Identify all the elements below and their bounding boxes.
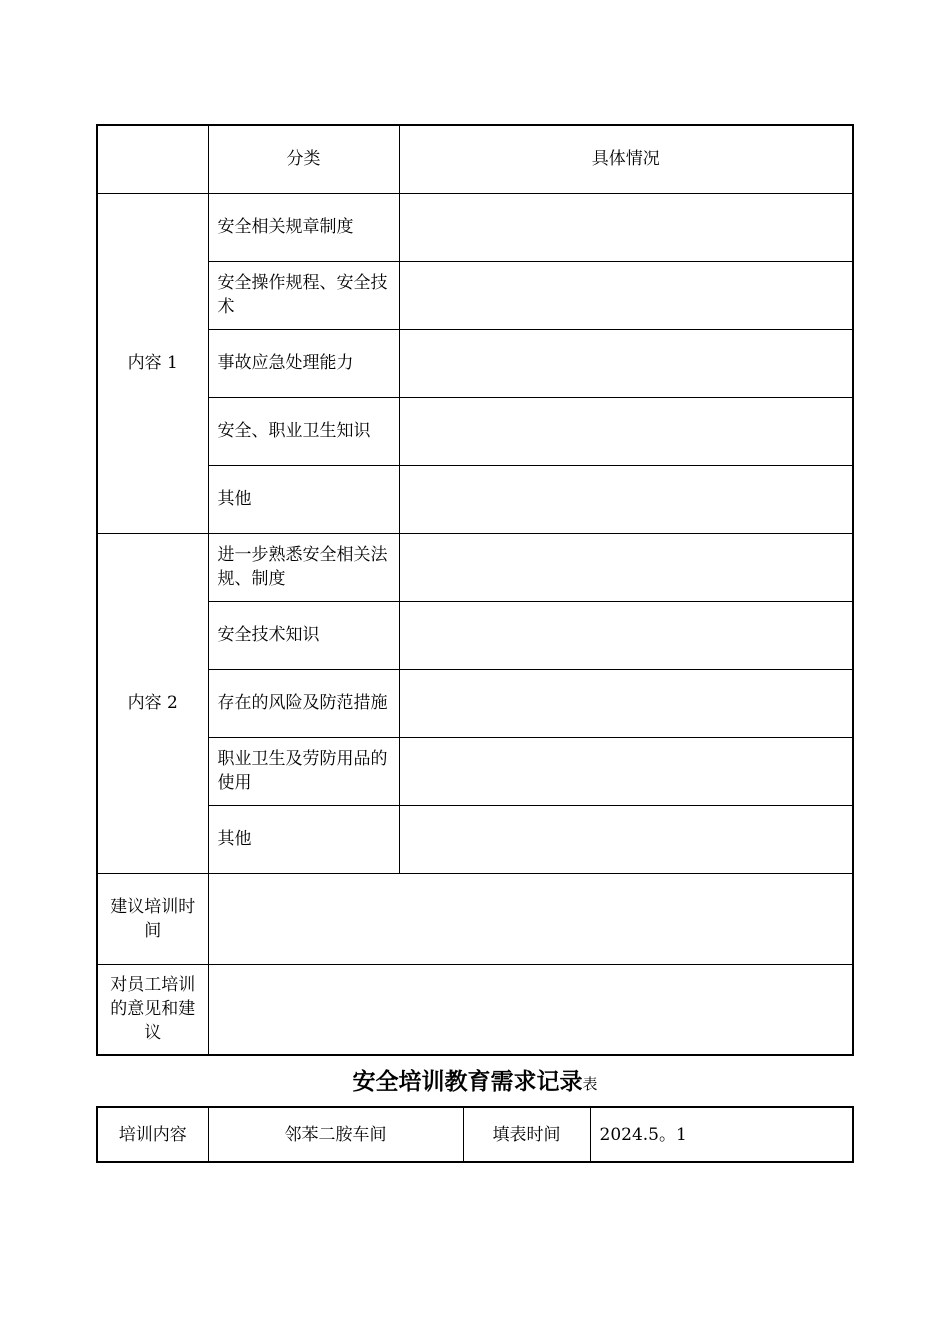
category-cell: 安全操作规程、安全技术 — [208, 261, 399, 329]
opinion-label: 对员工培训的意见和建议 — [97, 964, 208, 1055]
details-cell[interactable] — [399, 601, 853, 669]
fill-date-value[interactable]: 2024.5。1 — [590, 1107, 853, 1162]
details-cell[interactable] — [399, 805, 853, 873]
form-title-main: 安全培训教育需求记录 — [352, 1068, 583, 1095]
info-table — [96, 1106, 854, 1163]
details-cell[interactable] — [399, 533, 853, 601]
group1-label: 内容 1 — [97, 193, 208, 533]
details-cell[interactable] — [399, 193, 853, 261]
form-title — [96, 1066, 854, 1100]
suggested-time-row — [97, 873, 853, 964]
category-cell: 进一步熟悉安全相关法规、制度 — [208, 533, 399, 601]
details-cell[interactable] — [399, 397, 853, 465]
table-row — [97, 805, 853, 873]
group2-label: 内容 2 — [97, 533, 208, 873]
header-details: 具体情况 — [399, 125, 853, 193]
category-cell: 职业卫生及劳防用品的使用 — [208, 737, 399, 805]
table-header-row — [97, 125, 853, 193]
category-cell: 其他 — [208, 805, 399, 873]
table-row — [97, 669, 853, 737]
table-row — [97, 601, 853, 669]
details-cell[interactable] — [399, 329, 853, 397]
suggested-time-field[interactable] — [208, 873, 853, 964]
table-row — [97, 533, 853, 601]
opinion-row — [97, 964, 853, 1055]
suggested-time-label: 建议培训时间 — [97, 873, 208, 964]
training-needs-table — [96, 124, 854, 1056]
table-row — [97, 737, 853, 805]
training-content-value[interactable]: 邻苯二胺车间 — [208, 1107, 463, 1162]
corner-cell — [97, 125, 208, 193]
table-row — [97, 193, 853, 261]
fill-date-label: 填表时间 — [463, 1107, 590, 1162]
table-row — [97, 329, 853, 397]
table-row — [97, 397, 853, 465]
category-cell: 安全技术知识 — [208, 601, 399, 669]
form-title-suffix: 表 — [582, 1075, 598, 1093]
header-category: 分类 — [208, 125, 399, 193]
category-cell: 其他 — [208, 465, 399, 533]
details-cell[interactable] — [399, 737, 853, 805]
details-cell[interactable] — [399, 261, 853, 329]
category-cell: 安全相关规章制度 — [208, 193, 399, 261]
details-cell[interactable] — [399, 669, 853, 737]
opinion-field[interactable] — [208, 964, 853, 1055]
category-cell: 事故应急处理能力 — [208, 329, 399, 397]
category-cell: 存在的风险及防范措施 — [208, 669, 399, 737]
category-cell: 安全、职业卫生知识 — [208, 397, 399, 465]
details-cell[interactable] — [399, 465, 853, 533]
table-row — [97, 465, 853, 533]
info-row — [97, 1107, 853, 1162]
training-content-label: 培训内容 — [97, 1107, 208, 1162]
table-row — [97, 261, 853, 329]
